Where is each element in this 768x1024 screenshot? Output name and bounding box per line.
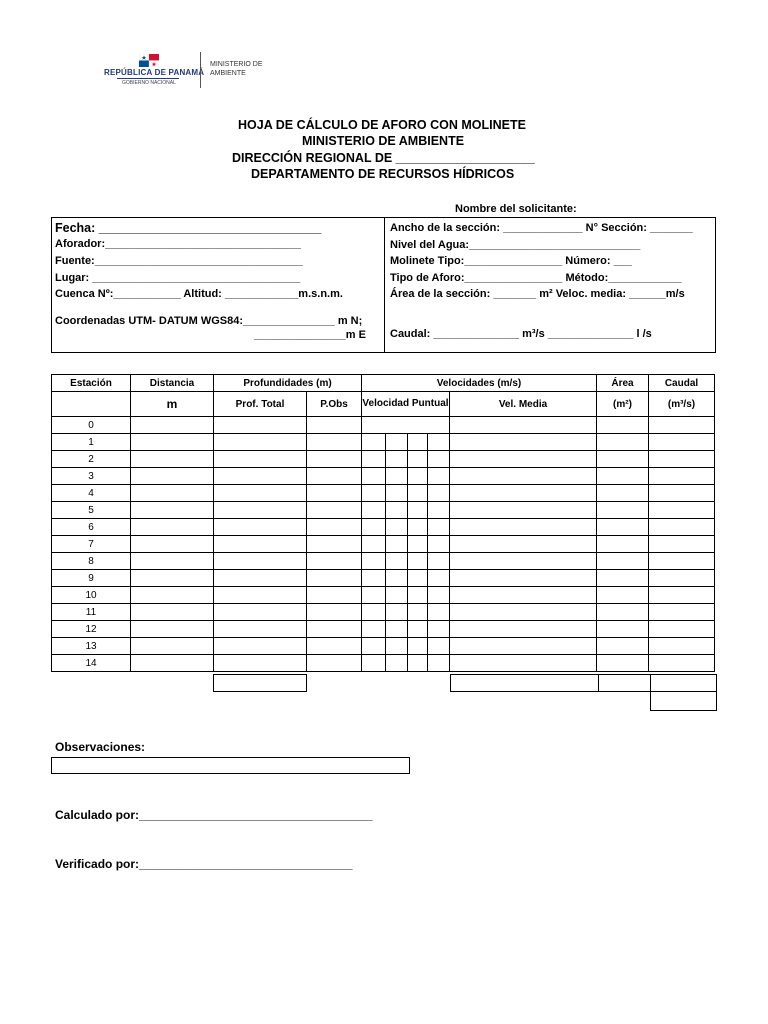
table-cell[interactable] <box>408 434 428 451</box>
table-cell[interactable] <box>131 536 214 553</box>
table-cell[interactable] <box>307 519 362 536</box>
table-cell[interactable] <box>450 587 597 604</box>
table-cell[interactable] <box>428 519 450 536</box>
table-cell[interactable] <box>131 621 214 638</box>
table-cell[interactable] <box>386 604 408 621</box>
prof-total-sum-box[interactable] <box>213 674 307 692</box>
table-row <box>52 536 715 553</box>
table-cell[interactable] <box>597 621 649 638</box>
table-cell[interactable] <box>428 553 450 570</box>
table-cell[interactable] <box>649 604 715 621</box>
header-pobs: P.Obs <box>307 392 362 417</box>
header-m: m <box>131 392 214 417</box>
table-cell[interactable] <box>214 570 307 587</box>
table-row <box>52 417 715 434</box>
table-row <box>52 621 715 638</box>
table-header-row-1 <box>52 375 715 392</box>
table-cell[interactable] <box>649 536 715 553</box>
table-cell[interactable] <box>214 655 307 672</box>
table-cell[interactable] <box>307 502 362 519</box>
logo-government-text: GOBIERNO NACIONAL <box>122 80 176 86</box>
table-cell[interactable] <box>307 536 362 553</box>
table-cell[interactable] <box>362 519 386 536</box>
station-number: 3 <box>52 468 131 485</box>
station-number: 6 <box>52 519 131 536</box>
table-cell[interactable] <box>597 553 649 570</box>
table-cell[interactable] <box>362 485 386 502</box>
table-cell[interactable] <box>649 621 715 638</box>
table-cell[interactable] <box>386 485 408 502</box>
header-velocidad-puntual: Velocidad Puntual <box>362 392 450 417</box>
logo-ministry-text: MINISTERIO DE AMBIENTE <box>210 61 263 77</box>
table-cell[interactable] <box>649 638 715 655</box>
header-caudal: Caudal <box>649 375 715 392</box>
title-line-4: DEPARTAMENTO DE RECURSOS HÍDRICOS <box>251 167 515 181</box>
table-cell[interactable] <box>131 485 214 502</box>
table-row <box>52 468 715 485</box>
table-row <box>52 587 715 604</box>
table-cell[interactable] <box>386 570 408 587</box>
table-cell[interactable] <box>131 468 214 485</box>
header-estacion: Estación <box>52 375 131 392</box>
table-cell[interactable] <box>408 485 428 502</box>
table-cell[interactable] <box>408 536 428 553</box>
header-vel-media: Vel. Media <box>450 392 597 417</box>
table-cell[interactable] <box>597 536 649 553</box>
table-row <box>52 434 715 451</box>
table-cell[interactable] <box>386 621 408 638</box>
table-cell[interactable] <box>214 536 307 553</box>
table-row <box>52 604 715 621</box>
table-cell[interactable] <box>131 451 214 468</box>
table-cell[interactable] <box>362 553 386 570</box>
table-cell[interactable] <box>649 553 715 570</box>
table-cell[interactable] <box>307 655 362 672</box>
title-line-2: MINISTERIO DE AMBIENTE <box>302 134 465 148</box>
table-cell[interactable] <box>450 485 597 502</box>
observaciones-label: Observaciones: <box>55 740 146 754</box>
table-cell[interactable] <box>408 587 428 604</box>
station-number: 11 <box>52 604 131 621</box>
table-row <box>52 638 715 655</box>
station-number: 4 <box>52 485 131 502</box>
table-cell[interactable] <box>649 417 715 434</box>
table-cell[interactable] <box>428 502 450 519</box>
logo-separator <box>200 52 201 88</box>
station-number: 10 <box>52 587 131 604</box>
header-velocidades: Velocidades (m/s) <box>362 375 597 392</box>
nivel-agua-field[interactable]: Nivel del Agua:____________________________ <box>390 239 641 251</box>
table-cell[interactable] <box>214 604 307 621</box>
table-cell[interactable] <box>362 536 386 553</box>
table-cell[interactable] <box>649 485 715 502</box>
table-cell[interactable] <box>307 451 362 468</box>
table-cell[interactable] <box>131 502 214 519</box>
table-cell[interactable] <box>362 587 386 604</box>
table-cell[interactable] <box>450 417 597 434</box>
table-cell[interactable] <box>450 468 597 485</box>
coordenadas-norte-field[interactable]: Coordenadas UTM- DATUM WGS84:_______________ m N; <box>55 315 363 327</box>
table-cell[interactable] <box>408 570 428 587</box>
table-cell[interactable] <box>131 604 214 621</box>
table-cell[interactable] <box>597 417 649 434</box>
table-cell[interactable] <box>386 553 408 570</box>
logo-divider <box>117 78 179 79</box>
table-row <box>52 553 715 570</box>
table-cell[interactable] <box>214 553 307 570</box>
station-number: 9 <box>52 570 131 587</box>
verificado-por-field[interactable]: Verificado por:________________________________ <box>55 857 353 871</box>
table-cell[interactable] <box>362 434 386 451</box>
title-line-3: DIRECCIÓN REGIONAL DE ____________________ <box>232 151 535 165</box>
table-cell[interactable] <box>386 451 408 468</box>
table-cell[interactable] <box>386 638 408 655</box>
table-cell[interactable] <box>450 570 597 587</box>
table-cell[interactable] <box>214 587 307 604</box>
station-number: 12 <box>52 621 131 638</box>
table-cell[interactable] <box>597 451 649 468</box>
station-number: 14 <box>52 655 131 672</box>
molinete-field[interactable]: Molinete Tipo:________________ Número: ___ <box>390 255 632 267</box>
table-cell[interactable] <box>649 655 715 672</box>
table-row <box>52 655 715 672</box>
table-cell[interactable] <box>131 570 214 587</box>
table-cell[interactable] <box>307 570 362 587</box>
caudal-total-box[interactable] <box>650 691 717 711</box>
station-number: 7 <box>52 536 131 553</box>
table-cell[interactable] <box>597 587 649 604</box>
station-number: 5 <box>52 502 131 519</box>
station-number: 8 <box>52 553 131 570</box>
table-cell[interactable] <box>131 638 214 655</box>
table-cell[interactable] <box>428 536 450 553</box>
table-cell[interactable] <box>131 519 214 536</box>
table-cell[interactable] <box>597 502 649 519</box>
table-cell[interactable] <box>428 570 450 587</box>
table-cell[interactable] <box>428 638 450 655</box>
table-cell[interactable] <box>649 468 715 485</box>
lugar-field[interactable]: Lugar: __________________________________ <box>55 272 301 284</box>
table-cell[interactable] <box>214 519 307 536</box>
table-cell[interactable] <box>362 604 386 621</box>
table-cell[interactable] <box>131 587 214 604</box>
caudal-field[interactable]: Caudal: ______________ m³/s ______________ l /s <box>390 328 652 340</box>
cuenca-altitud-field[interactable]: Cuenca Nº:___________ Altitud: ____________m.s.n.m. <box>55 288 343 300</box>
fuente-field[interactable]: Fuente:__________________________________ <box>55 255 303 267</box>
table-cell[interactable] <box>307 417 362 434</box>
table-cell[interactable] <box>307 638 362 655</box>
info-box-divider <box>384 217 385 353</box>
table-header-row-2 <box>52 392 715 417</box>
table-cell[interactable] <box>428 655 450 672</box>
table-cell[interactable] <box>408 468 428 485</box>
table-cell[interactable] <box>450 451 597 468</box>
table-cell[interactable] <box>450 655 597 672</box>
table-cell[interactable] <box>597 434 649 451</box>
table-cell[interactable] <box>131 655 214 672</box>
table-cell[interactable] <box>307 553 362 570</box>
solicitante-label: Nombre del solicitante: <box>455 203 577 215</box>
table-cell[interactable] <box>649 587 715 604</box>
table-cell[interactable] <box>131 434 214 451</box>
table-cell[interactable] <box>214 468 307 485</box>
table-cell[interactable] <box>450 519 597 536</box>
table-cell[interactable] <box>362 502 386 519</box>
table-cell[interactable] <box>408 502 428 519</box>
table-cell[interactable] <box>362 468 386 485</box>
table-cell[interactable] <box>649 570 715 587</box>
header-area: Área <box>597 375 649 392</box>
table-cell[interactable] <box>307 621 362 638</box>
table-cell[interactable] <box>386 519 408 536</box>
table-cell[interactable] <box>307 434 362 451</box>
ancho-seccion-field[interactable]: Ancho de la sección: _____________ N° Sección: _______ <box>390 222 693 234</box>
table-cell[interactable] <box>597 655 649 672</box>
table-cell[interactable] <box>307 587 362 604</box>
table-cell[interactable] <box>597 485 649 502</box>
table-cell[interactable] <box>307 604 362 621</box>
table-cell[interactable] <box>408 638 428 655</box>
table-cell[interactable] <box>428 451 450 468</box>
vel-area-caudal-sum-box[interactable] <box>450 674 717 692</box>
table-cell[interactable] <box>450 553 597 570</box>
table-row <box>52 502 715 519</box>
table-cell[interactable] <box>408 655 428 672</box>
aforador-field[interactable]: Aforador:________________________________ <box>55 238 301 250</box>
table-cell[interactable] <box>450 604 597 621</box>
table-cell[interactable] <box>649 519 715 536</box>
table-cell[interactable] <box>214 417 307 434</box>
observaciones-input[interactable] <box>51 757 410 774</box>
table-cell[interactable] <box>214 621 307 638</box>
table-cell[interactable] <box>131 417 214 434</box>
table-cell[interactable] <box>597 519 649 536</box>
table-cell[interactable] <box>386 468 408 485</box>
table-cell[interactable] <box>362 638 386 655</box>
table-cell[interactable] <box>428 434 450 451</box>
table-cell[interactable] <box>214 485 307 502</box>
calculado-por-field[interactable]: Calculado por:___________________________________ <box>55 808 373 822</box>
header-distancia: Distancia <box>131 375 214 392</box>
aforo-table <box>51 374 715 672</box>
table-cell[interactable] <box>362 417 450 434</box>
coordenadas-este-field[interactable]: _______________m E <box>254 329 366 341</box>
table-cell[interactable] <box>386 587 408 604</box>
table-cell[interactable] <box>214 451 307 468</box>
table-cell[interactable] <box>408 519 428 536</box>
table-cell[interactable] <box>597 604 649 621</box>
table-row <box>52 519 715 536</box>
table-cell[interactable] <box>428 587 450 604</box>
station-number: 2 <box>52 451 131 468</box>
table-cell[interactable] <box>408 553 428 570</box>
table-cell[interactable] <box>362 451 386 468</box>
station-number: 1 <box>52 434 131 451</box>
fecha-field[interactable]: Fecha: ________________________________ <box>55 221 322 235</box>
table-cell[interactable] <box>408 604 428 621</box>
table-cell[interactable] <box>428 621 450 638</box>
station-number: 0 <box>52 417 131 434</box>
panama-flag-icon <box>139 54 159 67</box>
area-sum-box[interactable] <box>598 674 651 692</box>
table-cell[interactable] <box>386 536 408 553</box>
table-cell[interactable] <box>214 638 307 655</box>
table-cell[interactable] <box>386 502 408 519</box>
table-row <box>52 570 715 587</box>
station-number: 13 <box>52 638 131 655</box>
table-cell[interactable] <box>450 536 597 553</box>
table-cell[interactable] <box>649 451 715 468</box>
header-area-unit: (m²) <box>597 392 649 417</box>
table-cell[interactable] <box>450 434 597 451</box>
table-row <box>52 451 715 468</box>
table-cell[interactable] <box>428 604 450 621</box>
table-cell[interactable] <box>428 468 450 485</box>
title-line-1: HOJA DE CÁLCULO DE AFORO CON MOLINETE <box>238 118 526 132</box>
logo-republic-text: REPÚBLICA DE PANAMÁ <box>104 68 205 77</box>
table-cell[interactable] <box>362 570 386 587</box>
header-caudal-unit: (m³/s) <box>649 392 715 417</box>
table-cell[interactable] <box>450 621 597 638</box>
table-cell[interactable] <box>386 655 408 672</box>
area-seccion-field[interactable]: Área de la sección: _______ m² Veloc. media: ______m/s <box>390 288 685 300</box>
table-cell[interactable] <box>362 621 386 638</box>
tipo-aforo-field[interactable]: Tipo de Aforo:________________ Método:____________ <box>390 272 682 284</box>
table-cell[interactable] <box>450 638 597 655</box>
table-cell[interactable] <box>214 434 307 451</box>
table-cell[interactable] <box>386 434 408 451</box>
table-cell[interactable] <box>307 468 362 485</box>
table-cell[interactable] <box>428 485 450 502</box>
table-cell[interactable] <box>408 621 428 638</box>
table-cell[interactable] <box>214 502 307 519</box>
table-cell[interactable] <box>450 502 597 519</box>
header-prof-total: Prof. Total <box>214 392 307 417</box>
table-cell[interactable] <box>307 485 362 502</box>
table-cell[interactable] <box>649 434 715 451</box>
table-cell[interactable] <box>649 502 715 519</box>
table-cell[interactable] <box>597 570 649 587</box>
table-cell[interactable] <box>597 638 649 655</box>
table-row <box>52 485 715 502</box>
table-cell[interactable] <box>362 655 386 672</box>
header-profundidades: Profundidades (m) <box>214 375 362 392</box>
table-cell[interactable] <box>131 553 214 570</box>
header-estacion-blank <box>52 392 131 417</box>
table-cell[interactable] <box>597 468 649 485</box>
table-cell[interactable] <box>408 451 428 468</box>
